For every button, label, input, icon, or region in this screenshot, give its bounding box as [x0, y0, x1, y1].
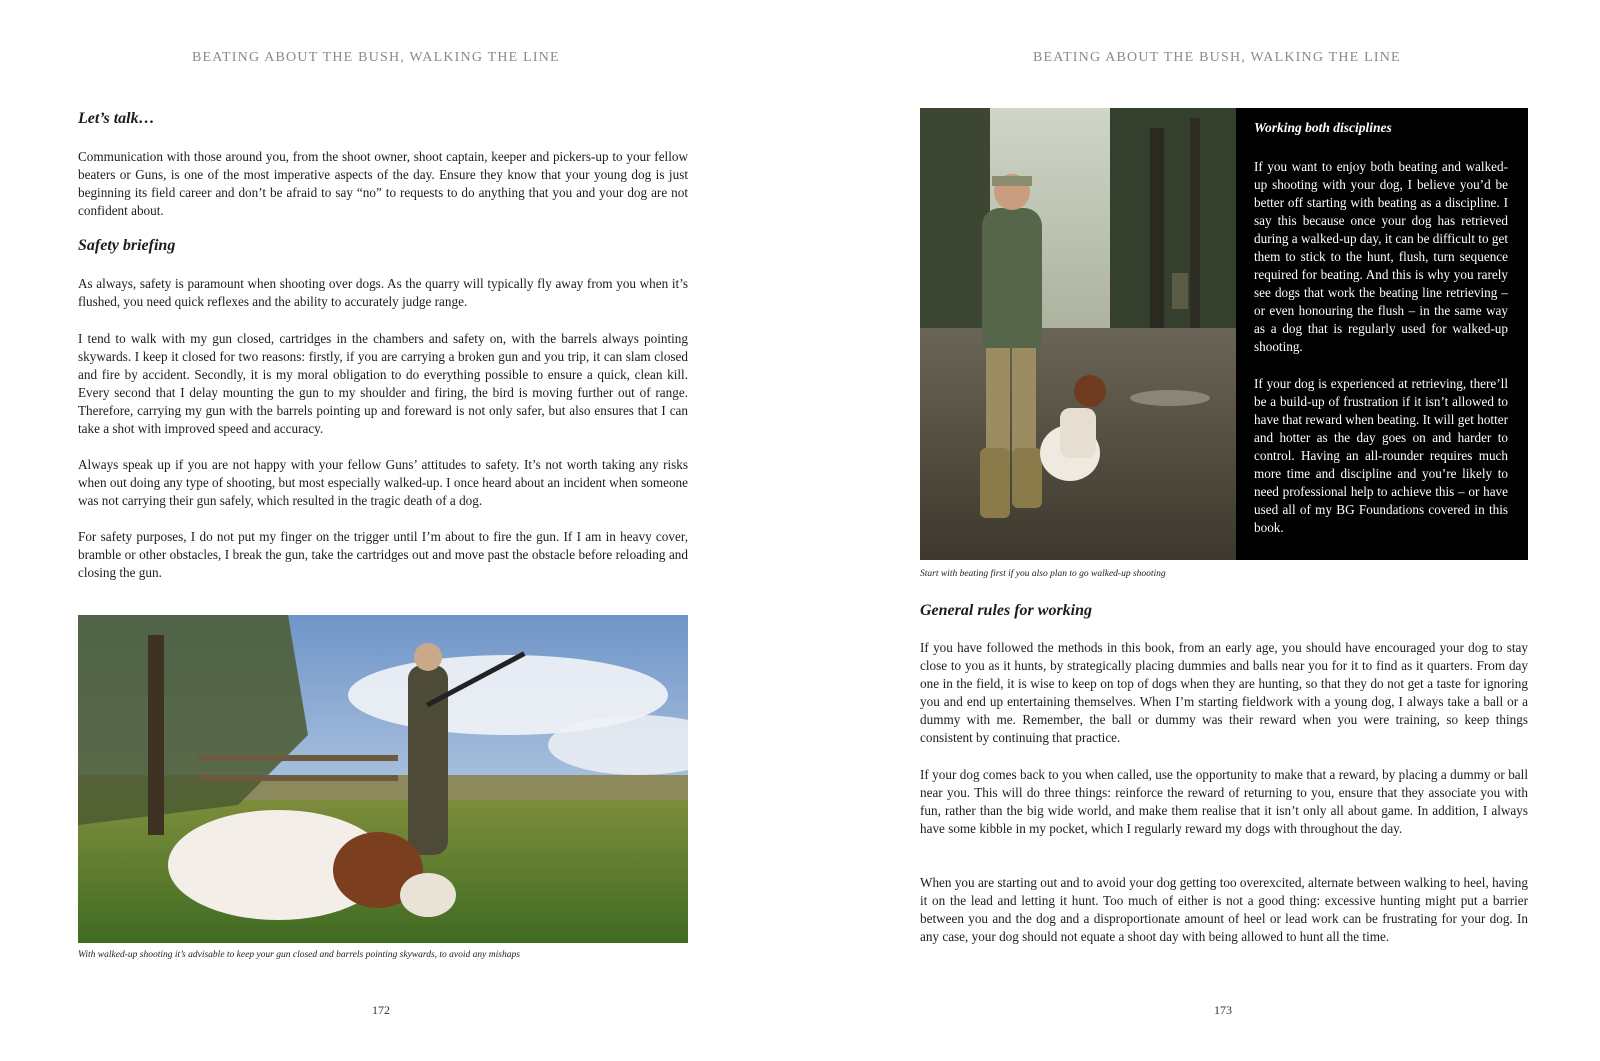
photo-man-and-spaniel-on-track — [920, 108, 1236, 560]
sidebar-heading: Working both disciplines — [1254, 120, 1392, 135]
running-head: BEATING ABOUT THE BUSH, WALKING THE LINE — [192, 50, 560, 65]
page-number: 173 — [1214, 1003, 1232, 1017]
sidebar-paragraph: If your dog is experienced at retrieving, there’ll be a build-up of frustration if it isn’t allowed to have that reward when beating. It will get hotter and hotter as the day goes on and harder to control. Having an all-rounder requires much more time and discipline and you’re likely to need professional help to achieve this – or have used all of my BG Foundations covered in this book. — [1254, 376, 1508, 535]
paragraph: As always, safety is paramount when shooting over dogs. As the quarry will typically fly away from you when it’s flushed, you need quick reflexes and the ability to accurately judge range. — [78, 276, 688, 309]
running-head: BEATING ABOUT THE BUSH, WALKING THE LINE — [1033, 50, 1401, 65]
photo-spaniel-and-gun — [78, 615, 688, 943]
sidebar-paragraph: If you want to enjoy both beating and walked-up shooting with your dog, I believe you’d be better off starting with beating as a discipline. I say this because once your dog has retrieved during a walked-up day, it can be difficult to get them to stick to the hunt, flush, turn sequence required for beating. And this is why you rarely see dogs that work the beating line retrieving – or even honouring the flush – in the same way as a dog that is regularly used for walked-up shooting. — [1254, 159, 1508, 354]
section-heading-lets-talk: Let’s talk… — [78, 110, 155, 127]
sidebar-box — [1236, 108, 1528, 560]
paragraph: I tend to walk with my gun closed, cartridges in the chambers and safety on, with the barrels always pointing skywards. I keep it closed for two reasons: firstly, if you are carrying a broken gun and you trip, it can slam closed and fire by accident. Secondly, it is my moral obligation to do everything possible to ensure a quick, clean kill. Every second that I delay mounting the gun to my shoulder and firing, the bird is moving further out of range. Therefore, carrying my gun with the barrels pointing up and foreward is not only safer, but also ensures that I can take a shot with improved speed and accuracy. — [78, 331, 688, 436]
photo-illustration — [920, 108, 1236, 560]
paragraph: If your dog comes back to you when called, use the opportunity to make that a reward, by placing a dummy or ball near you. This will do three things: reinforce the reward of returning to you, ensure that they associate you with fun, rather than the big wide world, and make them realise that it isn’t only all about game. In addition, I always have some kibble in my pocket, which I regularly reward my dogs with throughout the day. — [920, 767, 1528, 836]
paragraph: If you have followed the methods in this book, from an early age, you should have encouraged your dog to stay close to you as it hunts, by strategically placing dummies and balls near you for it to find as it quarters. From day one in the field, it is wise to keep on top of dogs when they are hunting, so that they do not get a taste for ignoring you and end up entertaining themselves. When I’m starting fieldwork with a young dog, I always take a ball or a dummy with me. Remember, the ball or dummy was their reward when you were training, so keep things consistent by continuing that practice. — [920, 640, 1528, 745]
section-heading-general-rules: General rules for working — [920, 602, 1093, 619]
right-page — [800, 0, 1600, 1061]
photo-illustration — [78, 615, 688, 943]
photo-caption: With walked-up shooting it’s advisable to keep your gun closed and barrels pointing skywards, to avoid any mishaps — [78, 950, 520, 960]
page-number: 172 — [372, 1003, 390, 1017]
photo-caption: Start with beating first if you also plan to go walked-up shooting — [920, 569, 1166, 579]
paragraph: When you are starting out and to avoid your dog getting too overexcited, alternate between walking to heel, having it on the lead and letting it hunt. Too much of either is not a good thing: excessive hunting might put a barrier between you and the dog and a disproportionate amount of heel or lead work can be frustrating for your dog. In any case, your dog should not equate a shoot day with being allowed to hunt all the time. — [920, 875, 1528, 944]
paragraph: Communication with those around you, from the shoot owner, shoot captain, keeper and pickers-up to your fellow beaters or Guns, is one of the most imperative aspects of the day. Ensure they know that your young dog is just beginning its field career and don’t be afraid to say “no” to requests to do anything that you and your dog are not confident about. — [78, 149, 688, 218]
paragraph: Always speak up if you are not happy with your fellow Guns’ attitudes to safety. It’s not worth taking any risks when out doing any type of shooting, but most especially walked-up. I once heard about an incident when someone was not carrying their gun safely, which resulted in the tragic death of a dog. — [78, 457, 688, 508]
paragraph: For safety purposes, I do not put my finger on the trigger until I’m about to fire the gun. If I am in heavy cover, bramble or other obstacles, I break the gun, take the cartridges out and move past the obstacle before reloading and closing the gun. — [78, 529, 688, 580]
section-heading-safety-briefing: Safety briefing — [78, 237, 176, 254]
